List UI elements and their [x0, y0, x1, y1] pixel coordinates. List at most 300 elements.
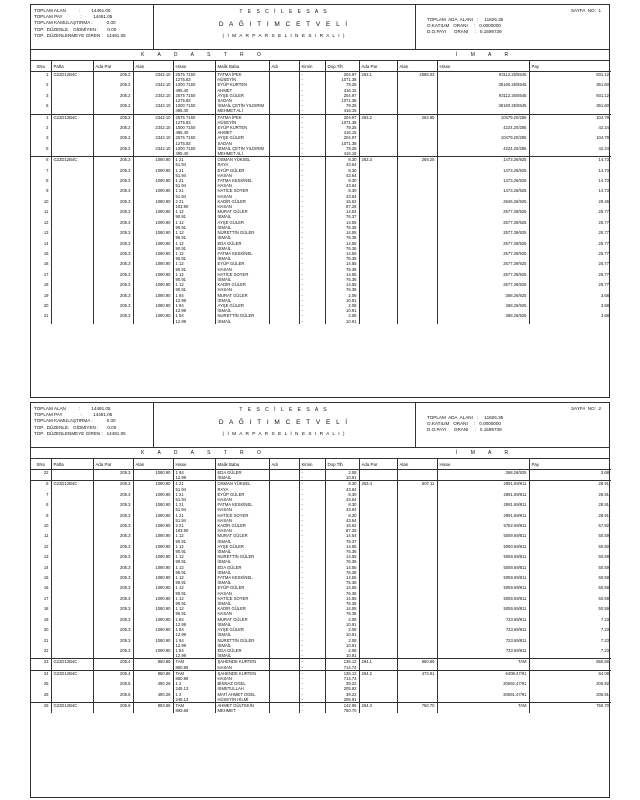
table-cell: 1 12: [173, 575, 215, 580]
table-cell: 90.91: [173, 570, 215, 575]
table-cell: AYŞE GÜLER: [215, 303, 269, 308]
table-cell: 205.3: [93, 188, 133, 193]
table-cell: 19: [31, 293, 51, 298]
table-cell: 12.99: [173, 622, 215, 627]
table-cell: 850.86: [173, 665, 215, 671]
table-cell: FATMA KESKİNEL: [215, 251, 269, 256]
table-cell: 79.25: [325, 125, 359, 130]
table-cell: -: [299, 194, 325, 199]
table-cell: -: [299, 492, 325, 497]
table-cell: HASAN: [215, 183, 269, 188]
title-line-2: D A Ğ I T I M C E T V E L İ: [218, 21, 350, 28]
table-cell: 2575 7150: [173, 114, 215, 120]
table-cell: 7.23: [600, 616, 609, 622]
table-cell: 750.70: [397, 702, 437, 708]
title-line-1: T E S C İ L E E S A S: [239, 9, 329, 15]
table-cell: 5782.69/811: [437, 523, 529, 528]
parcel-table: [31, 459, 611, 713]
table-cell: -: [299, 502, 325, 507]
table-cell: 495.40: [173, 88, 215, 93]
table-cell: 28.91: [598, 491, 609, 497]
table-cell: -: [299, 596, 325, 601]
table-cell: -: [299, 565, 325, 570]
table-cell: 76.36: [325, 235, 359, 240]
table-cell: 205.3: [93, 554, 133, 559]
table-cell: 14.73: [598, 167, 609, 173]
table-cell: 1 12: [173, 565, 215, 570]
table-cell: -: [299, 251, 325, 256]
table-cell: 5059.69/811: [437, 554, 529, 559]
table-cell: -: [299, 173, 325, 178]
table-cell: HASAN: [215, 204, 269, 209]
table-cell: 2577.39/925: [437, 282, 529, 287]
table-cell: -: [299, 513, 325, 518]
table-cell: 1000 7150: [173, 103, 215, 108]
table-cell: HASAN: [215, 665, 269, 671]
table-cell: 2.08: [325, 617, 359, 622]
table-cell: 19: [31, 617, 51, 622]
table-cell: 10: [31, 199, 51, 204]
table-cell: 14.54: [325, 533, 359, 538]
table-cell: 205.3: [93, 596, 133, 601]
distribution-table-page-2: [30, 402, 610, 798]
table-cell: 90.91: [173, 256, 215, 261]
table-cell: 2577.39/925: [437, 220, 529, 225]
table-cell: OSMAN YÜKSEL: [215, 157, 269, 163]
table-cell: AYŞE GÜLER: [215, 135, 269, 140]
table-cell: HASAN: [215, 497, 269, 502]
table-cell: 931.12: [596, 92, 609, 98]
section-imar: İ M A R: [456, 450, 515, 456]
table-cell: 5059.69/811: [437, 596, 529, 601]
table-cell: 2342.10: [133, 93, 173, 98]
table-cell: 1090.90: [133, 199, 173, 204]
table-cell: 1 12: [173, 209, 215, 214]
table-cell: HATİCE SOYER: [215, 188, 269, 193]
table-cell: 1275.83: [173, 98, 215, 103]
table-cell: 10.91: [325, 319, 359, 324]
table-cell: 2342.10: [133, 146, 173, 151]
table-cell: 90.91: [173, 580, 215, 585]
table-cell: 264.2: [359, 670, 397, 676]
table-cell: HASAN: [215, 528, 269, 533]
table-cell: İSMAİL: [215, 570, 269, 575]
table-cell: 7.23: [600, 647, 609, 653]
table-cell: 2577.39/925: [437, 272, 529, 277]
table-cell: 12.99: [173, 308, 215, 313]
table-cell: 1000 7150: [173, 125, 215, 130]
column-header: Alan: [133, 459, 173, 470]
table-cell: 142.96: [325, 702, 359, 708]
table-cell: AYŞE GÜLER: [215, 93, 269, 98]
table-cell: 36160.25/8545: [437, 82, 529, 87]
table-cell: 1 12: [173, 533, 215, 538]
table-cell: 205.3: [93, 533, 133, 538]
table-cell: 51.94: [173, 162, 215, 167]
table-cell: 1090.90: [133, 492, 173, 497]
table-cell: 1090.90: [133, 272, 173, 277]
table-cell: -: [299, 303, 325, 308]
table-cell: 51.94: [173, 497, 215, 502]
table-cell: 205.6: [93, 702, 133, 708]
table-cell: 25.77: [598, 219, 609, 225]
table-cell: 245.13: [173, 686, 215, 691]
table-cell: 205.3: [93, 565, 133, 570]
table-cell: ŞAHENDE KURTEN: [215, 659, 269, 665]
table-cell: 36160.25/8545: [437, 103, 529, 108]
distribution-table-page-1: [30, 4, 610, 398]
table-cell: 205.3: [93, 627, 133, 632]
table-cell: 205.3: [93, 523, 133, 528]
table-cell: 750.70: [529, 702, 611, 708]
table-cell: 1090.90: [133, 575, 173, 580]
table-cell: 1090.90: [133, 596, 173, 601]
table-cell: 204.97: [325, 135, 359, 140]
table-cell: 264.3: [359, 702, 397, 708]
table-cell: HASAN: [215, 173, 269, 178]
totals-right: TOPLAM ADA ALANI : 11826.35 O.KATILIM ORANI : 0.0000000 D.O.PAYI ORANI : 0.1599739: [427, 17, 504, 35]
table-cell: TAM: [173, 702, 215, 708]
table-cell: 9: [31, 188, 51, 193]
table-cell: TAM: [437, 702, 529, 708]
table-cell: 1 21: [173, 492, 215, 497]
table-cell: -: [299, 120, 325, 125]
page-number: SAYFA NO: 1: [570, 8, 601, 13]
column-header: Kimin: [299, 61, 325, 72]
table-cell: 1071.38: [325, 141, 359, 146]
table-cell: 368.26/925: [437, 303, 529, 308]
table-cell: [133, 319, 173, 324]
table-cell: 368.26/925: [437, 293, 529, 298]
table-cell: 1090.90: [133, 157, 173, 163]
table-cell: -: [299, 157, 325, 163]
table-cell: 416.15: [325, 130, 359, 135]
table-cell: MURAT GÜLER: [215, 293, 269, 298]
table-cell: 1 2: [173, 692, 215, 697]
table-cell: 205.3: [93, 544, 133, 549]
table-cell: 1090.90: [133, 293, 173, 298]
table-cell: -: [299, 114, 325, 120]
table-cell: 205.3: [93, 157, 133, 163]
table-cell: 14.55: [325, 241, 359, 246]
table-cell: İSMAİL: [215, 256, 269, 261]
table-cell: 10479.20/285: [437, 114, 529, 120]
table-cell: 14.55: [325, 230, 359, 235]
totals-left: TOPLAM ALAN : 14491.05 TOPLAM PAY : 14491.05 TOPLAM KAMULAŞTIRMA : 0.00 TOP. DÜZENLE. GİDMİYEN : 0.00 TOP. DÜZENLENMEYE GİREN : 14491.05: [34, 8, 126, 38]
table-cell: 2891.69/811: [437, 492, 529, 497]
table-cell: -: [299, 627, 325, 632]
column-header: Hisse: [437, 459, 529, 470]
table-cell: 13: [31, 554, 51, 559]
table-cell: 1000 7150: [173, 82, 215, 87]
table-cell: 5060.69/811: [437, 544, 529, 549]
table-cell: HASAN: [215, 267, 269, 272]
table-cell: 205.3: [93, 178, 133, 183]
table-cell: 204.97: [325, 114, 359, 120]
table-cell: 14.55: [325, 261, 359, 266]
table-cell: İSMAİL: [215, 622, 269, 627]
table-cell: 90.91: [173, 559, 215, 564]
column-header: Dop.Tlh: [325, 61, 359, 72]
table-cell: -: [299, 72, 325, 78]
table-cell: İSMAİL: [215, 319, 269, 324]
table-cell: -: [299, 697, 325, 703]
table-cell: 15: [31, 575, 51, 580]
column-header: Hisse: [173, 61, 215, 72]
table-cell: -: [299, 670, 325, 676]
table-cell: G22D12B4C: [51, 670, 93, 676]
table-cell: 90.91: [173, 591, 215, 596]
column-header: Alan: [397, 61, 437, 72]
table-cell: OSMAN YÜKSEL: [215, 481, 269, 487]
table-cell: 1090.90: [133, 178, 173, 183]
table-cell: 3: [31, 135, 51, 140]
table-cell: 263.4: [359, 481, 397, 487]
table-cell: 1090.90: [133, 313, 173, 318]
table-cell: 90.91: [173, 214, 215, 219]
table-cell: 43.64: [325, 497, 359, 502]
table-cell: 28.91: [598, 512, 609, 518]
table-cell: 2577.39/925: [437, 209, 529, 214]
table-cell: -: [299, 298, 325, 303]
table-cell: 205.3: [93, 492, 133, 497]
table-cell: -: [299, 676, 325, 681]
table-cell: 650.66: [529, 659, 611, 665]
table-cell: 7: [31, 168, 51, 173]
table-cell: 11: [31, 209, 51, 214]
table-cell: 2575 7150: [173, 93, 215, 98]
table-cell: 7.23: [600, 637, 609, 643]
table-cell: 8.30: [325, 513, 359, 518]
table-cell: -: [299, 277, 325, 282]
table-cell: 1090.90: [133, 251, 173, 256]
table-cell: 4224.20/285: [437, 125, 529, 130]
table-cell: 12: [31, 544, 51, 549]
table-cell: 51.94: [173, 487, 215, 492]
column-headers: [31, 459, 611, 470]
table-cell: 10.91: [325, 622, 359, 627]
table-cell: 50.59: [598, 606, 609, 612]
table-cell: 2342.10: [133, 135, 173, 140]
table-cell: HATİCE SOYER: [215, 513, 269, 518]
table-cell: 204.97: [325, 72, 359, 78]
table-cell: G22D12B4C: [51, 157, 93, 163]
table-cell: -: [299, 214, 325, 219]
table-header: [31, 403, 609, 448]
table-cell: 3.68: [600, 302, 609, 308]
table-cell: 2.08: [325, 313, 359, 318]
table-cell: -: [299, 554, 325, 559]
table-cell: MURAT GÜLER: [215, 209, 269, 214]
table-cell: -: [299, 601, 325, 606]
table-cell: EYÜP KURTEN: [215, 125, 269, 130]
table-cell: 1090.90: [133, 470, 173, 476]
table-cell: 269.25: [397, 157, 437, 163]
table-cell: 5059.69/811: [437, 606, 529, 611]
table-cell: 205.3: [93, 513, 133, 518]
table-cell: 2342.10: [133, 103, 173, 108]
column-header: Pay: [529, 459, 611, 470]
column-header: Ada Par: [359, 61, 397, 72]
table-cell: 76.36: [325, 246, 359, 251]
table-cell: -: [299, 188, 325, 193]
section-bar: [31, 50, 609, 61]
table-cell: 205.3: [93, 261, 133, 266]
table-cell: 50.59: [598, 554, 609, 560]
table-cell: HASAN: [215, 611, 269, 616]
table-cell: [529, 708, 611, 713]
table-cell: 2.08: [325, 648, 359, 653]
table-cell: 1090.90: [133, 585, 173, 590]
table-cell: 6408.47/91: [437, 670, 529, 676]
table-cell: 23: [31, 659, 51, 665]
table-cell: -: [299, 585, 325, 590]
table-cell: 50.59: [598, 533, 609, 539]
table-cell: 1071.38: [325, 120, 359, 125]
table-cell: 90.91: [173, 601, 215, 606]
table-cell: 2.08: [325, 627, 359, 632]
table-cell: 2 21: [173, 523, 215, 528]
table-cell: G22D12B4C: [51, 659, 93, 665]
table-cell: 87.28: [325, 528, 359, 533]
table-cell: 51.94: [173, 518, 215, 523]
table-cell: 205.2: [93, 135, 133, 140]
table-cell: FATMA İPEK: [215, 72, 269, 78]
section-bar: [31, 448, 609, 459]
table-cell: 16.62: [325, 199, 359, 204]
table-cell: -: [299, 125, 325, 130]
table-cell: 1473.26/925: [437, 178, 529, 183]
table-cell: 205.4: [93, 659, 133, 665]
section-kadastro: K A D A S T R O: [141, 450, 267, 456]
table-cell: 5: [31, 146, 51, 151]
table-cell: -: [299, 103, 325, 108]
table-cell: 1090.90: [133, 209, 173, 214]
table-cell: EYÜP GÜLER: [215, 492, 269, 497]
table-cell: 25.77: [598, 209, 609, 215]
table-cell: [133, 708, 173, 713]
table-cell: 51.94: [173, 183, 215, 188]
table-cell: 76.36: [325, 287, 359, 292]
table-cell: -: [299, 487, 325, 492]
table-cell: 1275.83: [173, 120, 215, 125]
table-cell: 264.1: [359, 659, 397, 665]
table-cell: 21: [31, 638, 51, 643]
table-cell: 205.3: [93, 220, 133, 225]
table-cell: 43.64: [325, 507, 359, 512]
table-cell: 205.3: [93, 481, 133, 487]
table-cell: -: [299, 293, 325, 298]
table-cell: KADİR GÜLER: [215, 199, 269, 204]
table-cell: 79.25: [325, 103, 359, 108]
table-cell: 8: [31, 502, 51, 507]
table-cell: 39.22: [325, 692, 359, 697]
table-cell: 750.70: [325, 708, 359, 713]
table-cell: HÜSEYİN HİLMİ: [215, 697, 269, 703]
table-cell: [93, 708, 133, 713]
table-cell: -: [299, 591, 325, 596]
table-cell: 10479.20/285: [437, 135, 529, 140]
column-header: Ada Par: [359, 459, 397, 470]
table-cell: NURETTİN GÜLER: [215, 638, 269, 643]
table-cell: -: [299, 220, 325, 225]
table-cell: 714.74: [325, 676, 359, 681]
table-cell: 1 12: [173, 596, 215, 601]
table-cell: 14: [31, 241, 51, 246]
table-cell: İSMAİL: [215, 653, 269, 659]
table-cell: 8.30: [325, 188, 359, 193]
table-cell: -: [299, 313, 325, 318]
section-kadastro: K A D A S T R O: [141, 52, 267, 58]
table-cell: HASAN: [215, 518, 269, 523]
table-cell: -: [299, 681, 325, 686]
table-cell: 6: [31, 481, 51, 487]
table-cell: 64.08: [529, 670, 611, 676]
table-cell: EDA GÜLER: [215, 241, 269, 246]
table-cell: 90.91: [173, 287, 215, 292]
table-cell: 18: [31, 606, 51, 611]
table-cell: MEHMET ALİ: [215, 108, 269, 114]
table-cell: -: [299, 241, 325, 246]
table-cell: 39.22: [325, 681, 359, 686]
table-cell: 1473.26/925: [437, 157, 529, 163]
table-cell: 1 84: [173, 470, 215, 476]
table-cell: 76.36: [325, 559, 359, 564]
table-cell: 2891.69/811: [437, 481, 529, 487]
table-cell: 2575 7150: [173, 72, 215, 78]
table-cell: -: [299, 692, 325, 697]
table-cell: -: [299, 544, 325, 549]
table-cell: 43.64: [325, 194, 359, 199]
table-cell: 205.5: [93, 692, 133, 697]
table-cell: 3.68: [600, 313, 609, 319]
table-cell: 2.08: [325, 638, 359, 643]
table-cell: -: [299, 267, 325, 272]
table-cell: -: [299, 518, 325, 523]
table-cell: TAM: [173, 670, 215, 676]
title-line-2: D A Ğ I T I M C E T V E L İ: [218, 419, 350, 426]
table-cell: 1 21: [173, 502, 215, 507]
table-cell: 5: [31, 103, 51, 108]
column-header: Alan: [133, 61, 173, 72]
table-cell: 2577.39/925: [437, 251, 529, 256]
table-cell: 20591.47/91: [437, 692, 529, 697]
table-cell: 263.1: [359, 72, 397, 78]
table-cell: 205.2: [93, 93, 133, 98]
table-cell: 850.86: [133, 659, 173, 665]
table-cell: 8.30: [325, 502, 359, 507]
table-cell: 25: [31, 692, 51, 697]
table-cell: [31, 708, 51, 713]
table-cell: AHMET: [215, 130, 269, 135]
table-cell: 8.30: [325, 157, 359, 163]
table-cell: 205.3: [93, 230, 133, 235]
table-cell: -: [299, 617, 325, 622]
title-line-1: T E S C İ L E E S A S: [239, 407, 329, 413]
table-cell: 1 12: [173, 230, 215, 235]
table-cell: 90.91: [173, 277, 215, 282]
table-cell: 51.94: [173, 173, 215, 178]
table-cell: 10.91: [325, 653, 359, 659]
table-cell: 1 12: [173, 282, 215, 287]
table-cell: 1 84: [173, 313, 215, 318]
table-cell: -: [299, 272, 325, 277]
table-cell: 76.37: [325, 214, 359, 219]
table-cell: 2342.10: [133, 82, 173, 87]
table-cell: 368.26/925: [437, 313, 529, 318]
table-cell: 1 84: [173, 648, 215, 653]
table-cell: 10.91: [325, 643, 359, 648]
